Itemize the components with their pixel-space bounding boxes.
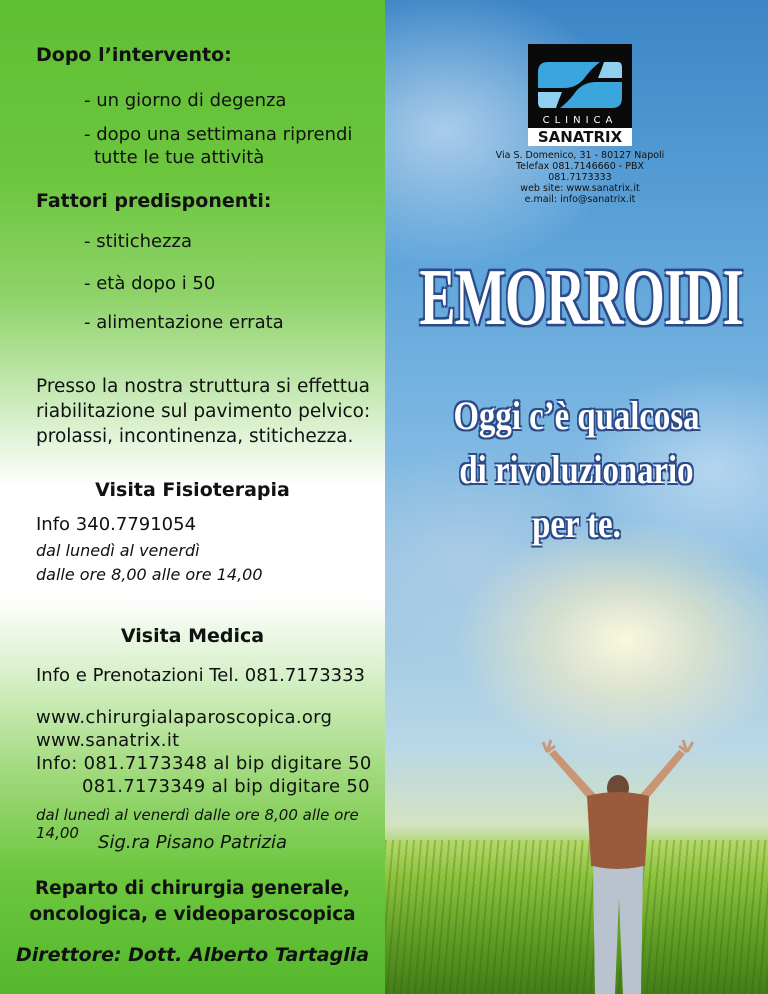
logo-sanatrix: SANATRIX — [528, 128, 632, 146]
raised-arms-figure — [537, 738, 699, 994]
subtitle-line: di rivoluzionario — [459, 447, 694, 492]
medica-heading: Visita Medica — [120, 625, 265, 647]
fisio-info: Info 340.7791054 — [36, 514, 197, 535]
fisio-heading: Visita Fisioterapia — [95, 479, 290, 501]
subtitle-line: Oggi c’è qualcosa — [453, 393, 700, 438]
phone-info: 081.7173349 al bip digitare 50 — [82, 776, 370, 797]
right-panel — [385, 0, 768, 994]
schedule: dal lunedì al venerdì dalle ore 8,00 alle ore 14,00 — [36, 806, 359, 842]
logo-wave-icon — [534, 58, 626, 112]
dopo-item: tutte le tue attività — [94, 147, 265, 168]
fattori-item: - età dopo i 50 — [84, 273, 216, 294]
fisio-days: dal lunedì al venerdì — [36, 541, 200, 560]
address-line: web site: www.sanatrix.it — [520, 183, 640, 194]
logo-clinica: CLINICA — [528, 114, 632, 128]
phone-info: Info: 081.7173348 al bip digitare 50 — [36, 753, 372, 774]
paragraph-line: Presso la nostra struttura si effettua — [36, 376, 371, 397]
contact-person: Sig.ra Pisano Patrizia — [98, 832, 287, 853]
sanatrix-logo — [528, 44, 632, 146]
dopo-item: - un giorno di degenza — [84, 90, 287, 111]
subtitle-line: per te. — [532, 501, 621, 546]
fattori-item: - stitichezza — [84, 231, 193, 252]
web-contacts — [36, 706, 376, 798]
address-line: e.mail: info@sanatrix.it — [524, 194, 636, 205]
main-title: EMORROIDI — [419, 253, 743, 343]
dopo-heading: Dopo l’intervento: — [36, 44, 232, 66]
dopo-item: - dopo una settimana riprendi — [84, 124, 353, 145]
address-line: Telefax 081.7146660 - PBX 081.7173333 — [515, 161, 644, 183]
paragraph-line: prolassi, incontinenza, stitichezza. — [36, 426, 354, 447]
reparto-line: Reparto di chirurgia generale, — [34, 878, 351, 899]
address-line: Via S. Domenico, 31 - 80127 Napoli — [495, 150, 665, 161]
fisio-hours: dalle ore 8,00 alle ore 14,00 — [36, 565, 263, 584]
reparto — [0, 876, 385, 928]
direttore: Direttore: Dott. Alberto Tartaglia — [15, 944, 370, 966]
address-block — [490, 150, 670, 205]
fattori-heading: Fattori predisponenti: — [36, 190, 272, 212]
fattori-item: - alimentazione errata — [84, 312, 284, 333]
website-link[interactable]: www.sanatrix.it — [36, 730, 180, 751]
website-link[interactable]: www.chirurgialaparoscopica.org — [36, 707, 333, 728]
reparto-line: oncologica, e videoparoscopica — [29, 904, 356, 925]
rehab-paragraph — [36, 374, 376, 449]
medica-info: Info e Prenotazioni Tel. 081.7173333 — [36, 665, 366, 686]
paragraph-line: riabilitazione sul pavimento pelvico: — [36, 401, 371, 422]
